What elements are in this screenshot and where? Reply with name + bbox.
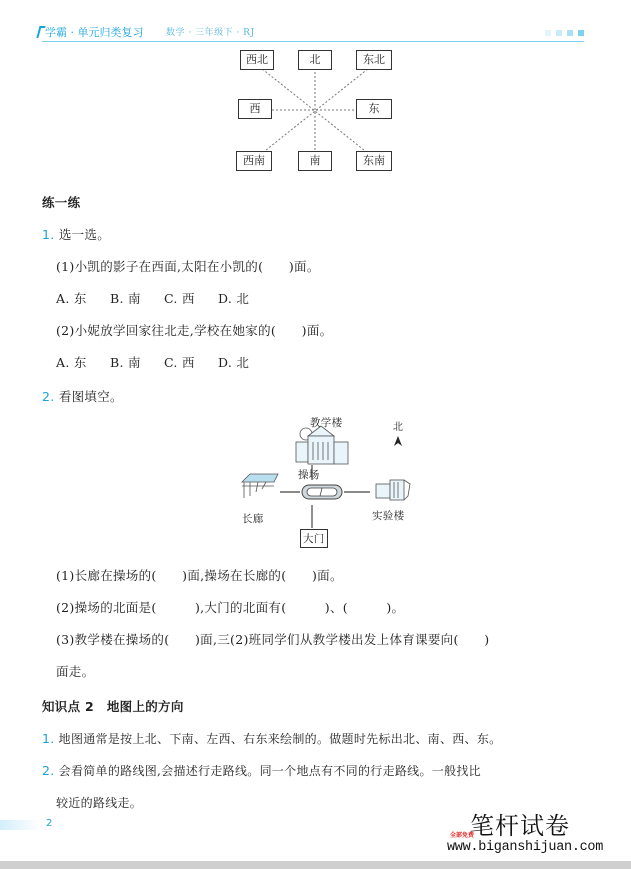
option-a[interactable]: A. 东 <box>56 355 87 370</box>
direction-west: 西 <box>238 99 272 119</box>
knowledge-item-2 <box>42 762 481 779</box>
page-header <box>38 24 584 44</box>
question-1-1-options <box>56 289 249 307</box>
option-b[interactable]: B. 南 <box>110 355 141 370</box>
school-map <box>228 412 428 552</box>
label-corridor: 长廊 <box>242 513 264 525</box>
label-gate: 大门 <box>300 529 328 548</box>
direction-north: 北 <box>298 50 332 70</box>
question-2 <box>42 387 123 405</box>
question-number: 2. <box>42 389 55 404</box>
compass-diagram <box>236 50 394 172</box>
direction-south: 南 <box>298 151 332 171</box>
north-arrow-icon <box>394 436 402 446</box>
item-text: 地图通常是按上北、下南、左西、右东来绘制的。做题时先标出北、南、西、东。 <box>58 732 502 746</box>
bottom-band <box>0 861 631 869</box>
knowledge-title: 知识点 2 地图上的方向 <box>42 699 184 714</box>
label-teaching-building: 教学楼 <box>310 417 343 429</box>
question-text: 看图填空。 <box>58 389 123 404</box>
question-1 <box>42 225 110 243</box>
lab-building-icon <box>376 480 410 500</box>
question-2-3: (3)教学楼在操场的( )面,三(2)班同学们从教学楼出发上体育课要向( ) <box>56 632 490 647</box>
question-2-3-cont: 面走。 <box>56 664 95 679</box>
item-number: 1. <box>42 731 55 746</box>
school-map-drawing <box>228 412 428 552</box>
brand-name: 学霸 <box>45 26 67 39</box>
direction-northwest: 西北 <box>240 50 274 70</box>
option-c[interactable]: C. 西 <box>164 355 195 370</box>
option-b[interactable]: B. 南 <box>110 291 141 306</box>
label-north: 北 <box>393 422 404 433</box>
series-name: · 单元归类复习 <box>70 26 144 39</box>
question-1-1: (1)小凯的影子在西面,太阳在小凯的( )面。 <box>56 259 320 274</box>
header-divider <box>42 41 584 42</box>
page-number: 2 <box>46 818 53 829</box>
knowledge-item-2-cont: 较近的路线走。 <box>56 796 143 810</box>
option-d[interactable]: D. 北 <box>218 291 250 306</box>
item-number: 2. <box>42 763 55 778</box>
option-c[interactable]: C. 西 <box>164 291 195 306</box>
question-1-2: (2)小妮放学回家往北走,学校在她家的( )面。 <box>56 323 333 338</box>
square-icon <box>567 30 573 36</box>
direction-southwest: 西南 <box>236 151 272 171</box>
subject-label: 数学 · 三年级下 · RJ <box>166 28 255 38</box>
label-lab-building: 实验楼 <box>372 510 405 522</box>
footer-accent-bar <box>0 820 40 830</box>
watermark-tag: 全部免费 <box>450 832 475 839</box>
square-icon <box>556 30 562 36</box>
label-playground: 操场 <box>298 469 320 481</box>
decorative-squares <box>545 30 584 36</box>
direction-northeast: 东北 <box>356 50 392 70</box>
direction-southeast: 东南 <box>356 151 392 171</box>
question-text: 选一选。 <box>58 227 111 242</box>
direction-east: 东 <box>356 99 392 119</box>
item-text: 会看简单的路线图,会描述行走路线。同一个地点有不同的行走路线。一般找比 <box>58 764 481 778</box>
question-2-1: (1)长廊在操场的( )面,操场在长廊的( )面。 <box>56 568 343 583</box>
question-2-2: (2)操场的北面是( ),大门的北面有( )、( )。 <box>56 600 405 615</box>
playground-track-icon <box>302 485 342 499</box>
option-a[interactable]: A. 东 <box>56 291 87 306</box>
watermark-url: www.biganshijuan.com <box>447 840 604 855</box>
question-1-2-options <box>56 353 249 371</box>
square-icon <box>545 30 551 36</box>
brand-logo <box>38 24 144 40</box>
option-d[interactable]: D. 北 <box>218 355 250 370</box>
watermark-title: 笔杆试卷 <box>470 812 570 840</box>
practice-title: 练一练 <box>42 195 81 210</box>
square-icon <box>578 30 584 36</box>
knowledge-item-1 <box>42 730 501 747</box>
corridor-icon <box>242 474 278 498</box>
question-number: 1. <box>42 227 55 242</box>
teaching-building-icon <box>296 426 348 464</box>
